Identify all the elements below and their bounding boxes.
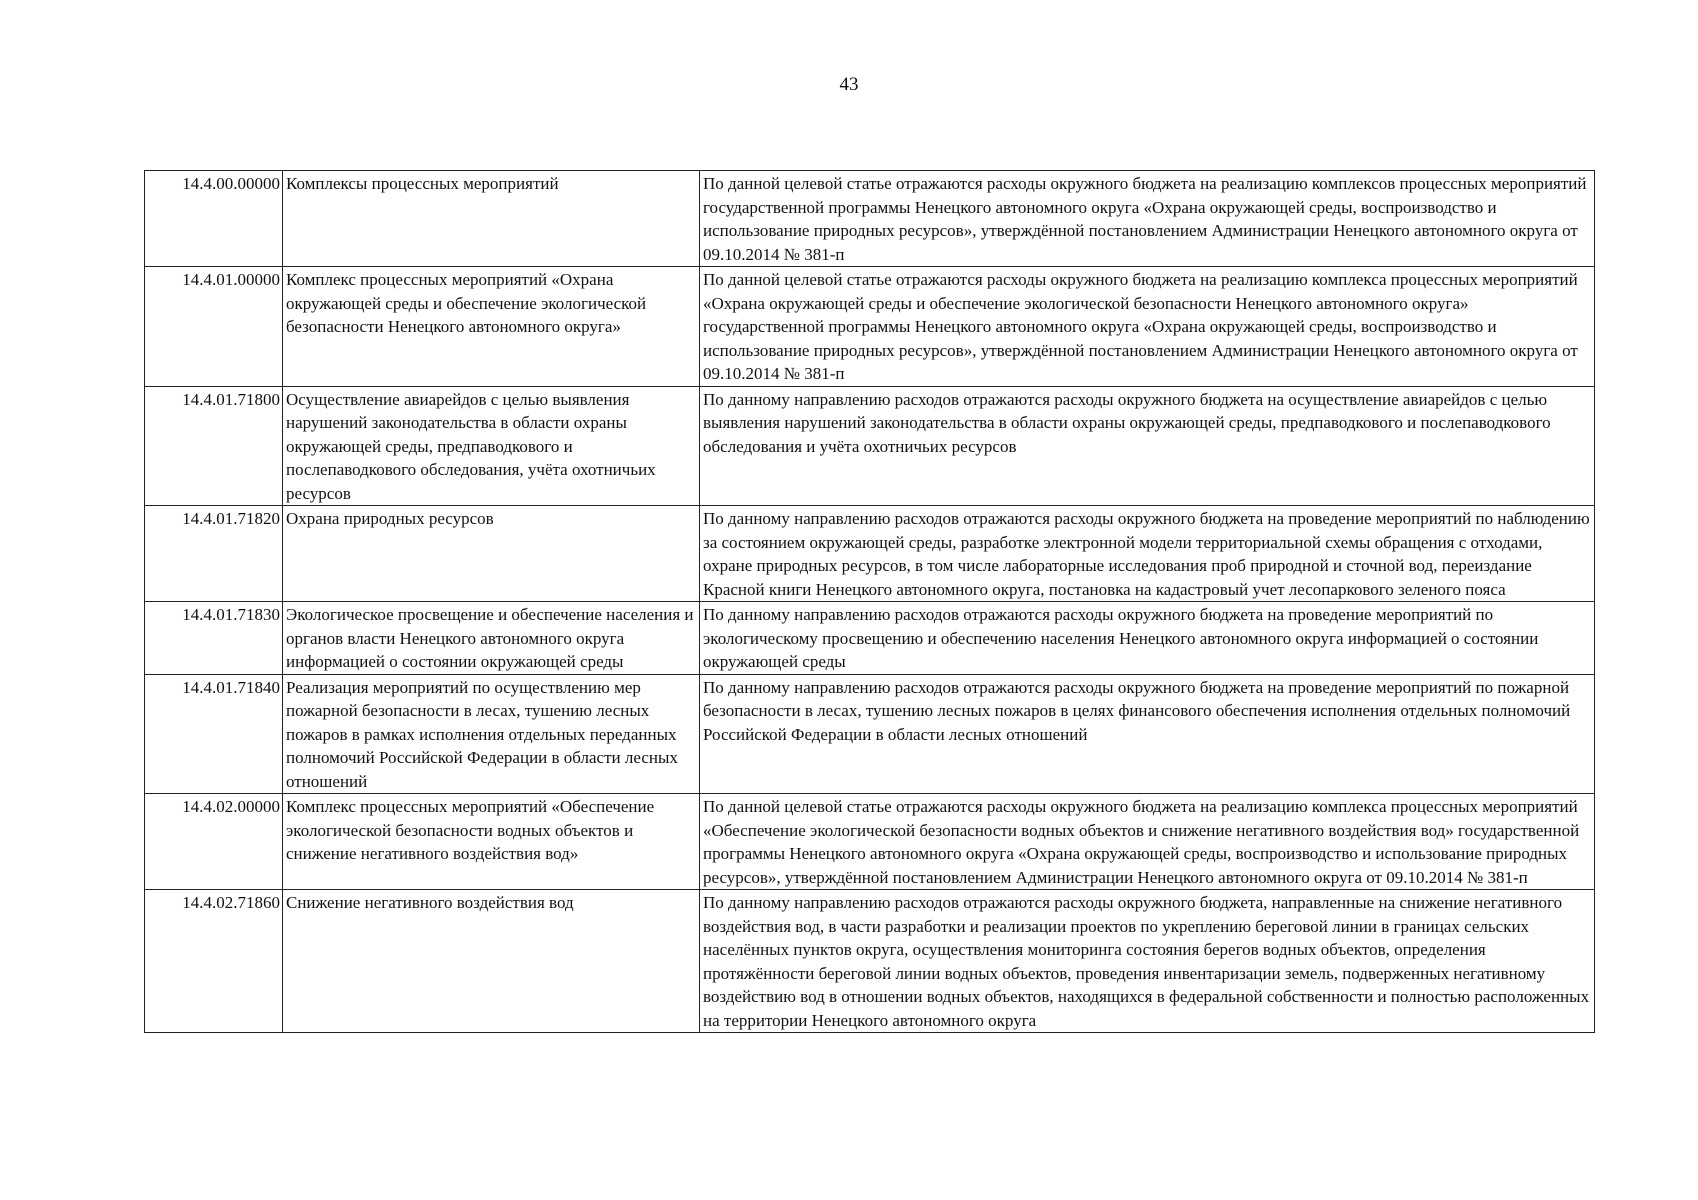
row-description: По данному направлению расходов отражаются расходы окружного бюджета на проведение мероприятий по наблюдению за состоянием окружающей среды, разработке электронной модели территориальной схемы обращения с отходами, охране природных ресурсов, в том числе лабораторные исследования проб природной и сточной вод, переиздание Красной книги Ненецкого автономного округа, постановка на кадастровый учет лесопаркового зеленого пояса	[700, 506, 1595, 602]
row-description: По данному направлению расходов отражаются расходы окружного бюджета, направленные на снижение негативного воздействия вод, в части разработки и реализации проектов по укреплению береговой линии в границах сельских населённых пунктов округа, осуществления мониторинга состояния берегов водных объектов, определения протяжённости береговой линии водных объектов, проведения инвентаризации земель, подверженных негативному воздействию вод в отношении водных объектов, находящихся в федеральной собственности и полностью расположенных на территории Ненецкого автономного округа	[700, 890, 1595, 1033]
page-number: 43	[839, 74, 859, 95]
table-row	[145, 794, 1595, 890]
table-row	[145, 267, 1595, 387]
row-code: 14.4.01.71820	[145, 506, 283, 602]
row-description: По данному направлению расходов отражаются расходы окружного бюджета на проведение мероприятий по пожарной безопасности в лесах, тушению лесных пожаров в целях финансового обеспечения исполнения отдельных полномочий Российской Федерации в области лесных отношений	[700, 674, 1595, 794]
row-description: По данному направлению расходов отражаются расходы окружного бюджета на осуществление авиарейдов с целью выявления нарушений законодательства в области охраны окружающей среды, предпаводкового и послепаводкового обследования и учёта охотничьих ресурсов	[700, 386, 1595, 506]
row-name: Комплекс процессных мероприятий «Обеспечение экологической безопасности водных объектов и снижение негативного воздействия вод»	[283, 794, 700, 890]
row-code: 14.4.01.71840	[145, 674, 283, 794]
row-description: По данной целевой статье отражаются расходы окружного бюджета на реализацию комплекса процессных мероприятий «Охрана окружающей среды и обеспечение экологической безопасности Ненецкого автономного округа» государственной программы Ненецкого автономного округа «Охрана окружающей среды, воспроизводство и использование природных ресурсов», утверждённой постановлением Администрации Ненецкого автономного округа от 09.10.2014 № 381-п	[700, 267, 1595, 387]
row-code: 14.4.01.71800	[145, 386, 283, 506]
row-description: По данной целевой статье отражаются расходы окружного бюджета на реализацию комплекса процессных мероприятий «Обеспечение экологической безопасности водных объектов и снижение негативного воздействия вод» государственной программы Ненецкого автономного округа «Охрана окружающей среды, воспроизводство и использование природных ресурсов», утверждённой постановлением Администрации Ненецкого автономного округа от 09.10.2014 № 381-п	[700, 794, 1595, 890]
table-row	[145, 602, 1595, 675]
table-row	[145, 506, 1595, 602]
table-row	[145, 171, 1595, 267]
row-code: 14.4.02.00000	[145, 794, 283, 890]
row-name: Реализация мероприятий по осуществлению мер пожарной безопасности в лесах, тушению лесных пожаров в рамках исполнения отдельных переданных полномочий Российской Федерации в области лесных отношений	[283, 674, 700, 794]
row-code: 14.4.00.00000	[145, 171, 283, 267]
row-name: Осуществление авиарейдов с целью выявления нарушений законодательства в области охраны окружающей среды, предпаводкового и послепаводкового обследования, учёта охотничьих ресурсов	[283, 386, 700, 506]
table-row	[145, 674, 1595, 794]
table-row	[145, 890, 1595, 1033]
row-description: По данному направлению расходов отражаются расходы окружного бюджета на проведение мероприятий по экологическому просвещению и обеспечению населения Ненецкого автономного округа информацией о состоянии окружающей среды	[700, 602, 1595, 675]
table-row	[145, 386, 1595, 506]
row-name: Охрана природных ресурсов	[283, 506, 700, 602]
row-description: По данной целевой статье отражаются расходы окружного бюджета на реализацию комплексов процессных мероприятий государственной программы Ненецкого автономного округа «Охрана окружающей среды, воспроизводство и использование природных ресурсов», утверждённой постановлением Администрации Ненецкого автономного округа от 09.10.2014 № 381-п	[700, 171, 1595, 267]
row-name: Экологическое просвещение и обеспечение населения и органов власти Ненецкого автономного округа информацией о состоянии окружающей среды	[283, 602, 700, 675]
row-name: Снижение негативного воздействия вод	[283, 890, 700, 1033]
row-code: 14.4.01.71830	[145, 602, 283, 675]
row-code: 14.4.02.71860	[145, 890, 283, 1033]
row-name: Комплексы процессных мероприятий	[283, 171, 700, 267]
row-name: Комплекс процессных мероприятий «Охрана окружающей среды и обеспечение экологической безопасности Ненецкого автономного округа»	[283, 267, 700, 387]
row-code: 14.4.01.00000	[145, 267, 283, 387]
budget-classification-table	[144, 170, 1595, 1033]
